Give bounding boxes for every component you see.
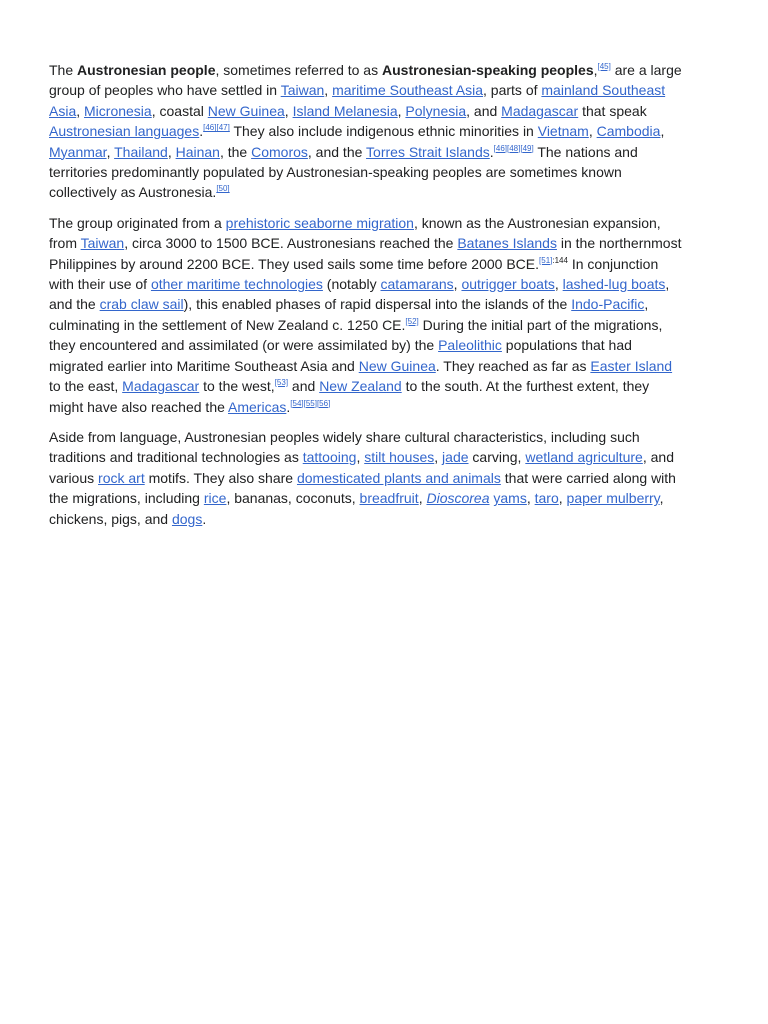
link-new-guinea[interactable]: New Guinea xyxy=(207,102,285,119)
citation-link[interactable]: [51] xyxy=(539,255,553,265)
link-easter-island[interactable]: Easter Island xyxy=(590,357,673,374)
link-wetland-agriculture[interactable]: wetland agriculture xyxy=(525,449,643,466)
italic-term: Dioscorea xyxy=(426,490,490,507)
citation-link[interactable]: [48] xyxy=(507,143,521,153)
text: , xyxy=(356,449,365,466)
link-taro[interactable]: taro xyxy=(534,490,559,507)
paragraph-2 xyxy=(49,213,683,417)
citation-link[interactable]: [52] xyxy=(405,316,419,326)
text: motifs. They also share xyxy=(144,469,297,486)
text: , xyxy=(397,102,406,119)
text: that speak xyxy=(578,102,647,119)
text: , xyxy=(106,143,115,160)
text: to the west, xyxy=(199,378,275,395)
text: Aside from language, Austronesian peoples widely share cultural characteristics, including such traditions and traditional technologies as xyxy=(49,428,640,466)
text: (notably xyxy=(322,276,381,293)
link-hainan[interactable]: Hainan xyxy=(175,143,220,160)
text: , chickens, pigs, and xyxy=(49,490,664,527)
citation-link[interactable]: [50] xyxy=(216,184,230,194)
link-madagascar[interactable]: Madagascar xyxy=(501,102,579,119)
link-crab-claw-sail[interactable]: crab claw sail xyxy=(99,296,184,313)
text: , xyxy=(593,62,598,78)
link-polynesia[interactable]: Polynesia xyxy=(405,102,467,119)
link-micronesia[interactable]: Micronesia xyxy=(84,102,152,119)
text: ), this enabled phases of rapid dispersal into the islands of the xyxy=(183,296,572,313)
text: During the initial part of the migrations, they encountered and assimilated (or were assimilated by) the xyxy=(49,316,663,354)
link-taiwan[interactable]: Taiwan xyxy=(280,82,325,99)
citation-link[interactable]: [45] xyxy=(597,62,611,71)
text: , culminating in the settlement of New Zealand c. 1250 CE. xyxy=(49,296,649,333)
link-cambodia[interactable]: Cambodia xyxy=(596,123,661,140)
text: The nations and territories predominantly populated by Austronesian-speaking peoples are sometimes known collectively as Austronesia. xyxy=(49,143,638,201)
text: . They reached as far as xyxy=(435,357,591,374)
link-paleolithic[interactable]: Paleolithic xyxy=(438,337,502,354)
link-tattooing[interactable]: tattooing xyxy=(302,449,357,466)
text: , xyxy=(588,123,597,140)
link-yams[interactable]: yams xyxy=(493,490,527,507)
text: They also include indigenous ethnic minorities in xyxy=(229,123,538,140)
article-body xyxy=(49,60,683,539)
link-paper-mulberry[interactable]: paper mulberry xyxy=(566,490,660,507)
text: , xyxy=(554,276,563,293)
text: , xyxy=(558,490,567,507)
link-dogs[interactable]: dogs xyxy=(171,510,203,527)
citation-link[interactable]: [56] xyxy=(316,398,331,408)
citation-link[interactable]: [46] xyxy=(493,143,507,153)
text: In conjunction with their use of xyxy=(49,255,659,293)
text: , xyxy=(418,490,427,507)
link-other-maritime-technologies[interactable]: other maritime technologies xyxy=(150,276,323,293)
link-indo-pacific[interactable]: Indo-Pacific xyxy=(571,296,645,313)
link-prehistoric-seaborne-migration[interactable]: prehistoric seaborne migration xyxy=(225,214,414,231)
link-jade[interactable]: jade xyxy=(442,449,469,466)
text: in the northernmost Philippines by around 2200 BCE. They used sails some time before 2000 BCE. xyxy=(49,235,682,272)
page-number: :144 xyxy=(552,255,568,265)
text: , coastal xyxy=(151,102,208,119)
link-vietnam[interactable]: Vietnam xyxy=(537,123,589,140)
link-taiwan[interactable]: Taiwan xyxy=(80,235,125,252)
link-austronesian-languages[interactable]: Austronesian languages xyxy=(49,123,200,140)
text: , xyxy=(76,102,85,119)
text: , parts of xyxy=(483,82,542,99)
link-batanes-islands[interactable]: Batanes Islands xyxy=(457,235,557,252)
link-outrigger-boats[interactable]: outrigger boats xyxy=(461,276,555,293)
text: , xyxy=(453,276,462,293)
citation-link[interactable]: [47] xyxy=(216,123,230,133)
link-comoros[interactable]: Comoros xyxy=(251,143,308,160)
link-americas[interactable]: Americas xyxy=(228,398,287,415)
text: are a large group of peoples who have settled in xyxy=(49,62,682,99)
text: to the east, xyxy=(49,378,123,395)
link-new-guinea[interactable]: New Guinea xyxy=(358,357,436,374)
text: to the south. At the furthest extent, they might have also reached the xyxy=(49,378,650,415)
text: , xyxy=(284,102,293,119)
text: , known as the Austronesian expansion, from xyxy=(49,214,661,252)
text: , xyxy=(660,123,665,140)
text: , sometimes referred to as xyxy=(215,62,382,78)
link-mainland-southeast-asia[interactable]: mainland Southeast Asia xyxy=(49,82,666,119)
link-rice[interactable]: rice xyxy=(203,490,227,507)
link-rock-art[interactable]: rock art xyxy=(98,469,145,486)
text: . xyxy=(199,123,204,140)
text: , xyxy=(526,490,535,507)
text: , circa 3000 to 1500 BCE. Austronesians reached the xyxy=(124,235,458,252)
text: that were carried along with the migrations, including xyxy=(49,469,676,507)
citation-link[interactable]: [55] xyxy=(303,398,317,408)
text: , and xyxy=(466,102,502,119)
link-torres-strait-islands[interactable]: Torres Strait Islands xyxy=(366,143,490,160)
link-lashed-lug-boats[interactable]: lashed-lug boats xyxy=(562,276,666,293)
link-stilt-houses[interactable]: stilt houses xyxy=(364,449,435,466)
text: , and the xyxy=(49,276,670,313)
text: carving, xyxy=(468,449,526,466)
citation-link[interactable]: [54] xyxy=(290,398,304,408)
text: , and the xyxy=(307,143,367,160)
link-catamarans[interactable]: catamarans xyxy=(380,276,454,293)
citation-link[interactable]: [53] xyxy=(274,378,289,388)
bold-term: Austronesian-speaking peoples xyxy=(382,62,594,78)
text: , and various xyxy=(49,449,674,486)
link-domesticated-plants-and-animals[interactable]: domesticated plants and animals xyxy=(296,469,501,486)
link-thailand[interactable]: Thailand xyxy=(114,143,168,160)
link-maritime-southeast-asia[interactable]: maritime Southeast Asia xyxy=(332,82,484,99)
text: , bananas, coconuts, xyxy=(226,490,360,507)
text: . xyxy=(202,510,207,527)
link-island-melanesia[interactable]: Island Melanesia xyxy=(292,102,398,119)
text: , xyxy=(434,449,443,466)
text: and xyxy=(288,378,320,395)
text: The xyxy=(49,62,78,78)
text: . xyxy=(286,398,291,415)
citation-link[interactable]: [49] xyxy=(520,143,534,153)
bold-term: Austronesian people xyxy=(77,62,216,78)
text: The group originated from a xyxy=(49,214,226,231)
text: , xyxy=(167,143,176,160)
link-new-zealand[interactable]: New Zealand xyxy=(319,378,402,395)
paragraph-1 xyxy=(49,60,683,203)
citation-link[interactable]: [46] xyxy=(203,123,217,133)
text: populations that had migrated earlier into Maritime Southeast Asia and xyxy=(49,337,632,374)
link-breadfruit[interactable]: breadfruit xyxy=(359,490,419,507)
link-madagascar[interactable]: Madagascar xyxy=(122,378,200,395)
text: , the xyxy=(219,143,252,160)
text: . xyxy=(489,143,494,160)
link-dioscorea[interactable] xyxy=(426,490,489,506)
paragraph-3 xyxy=(49,427,683,529)
link-myanmar[interactable]: Myanmar xyxy=(49,143,107,160)
text: , xyxy=(324,82,333,99)
